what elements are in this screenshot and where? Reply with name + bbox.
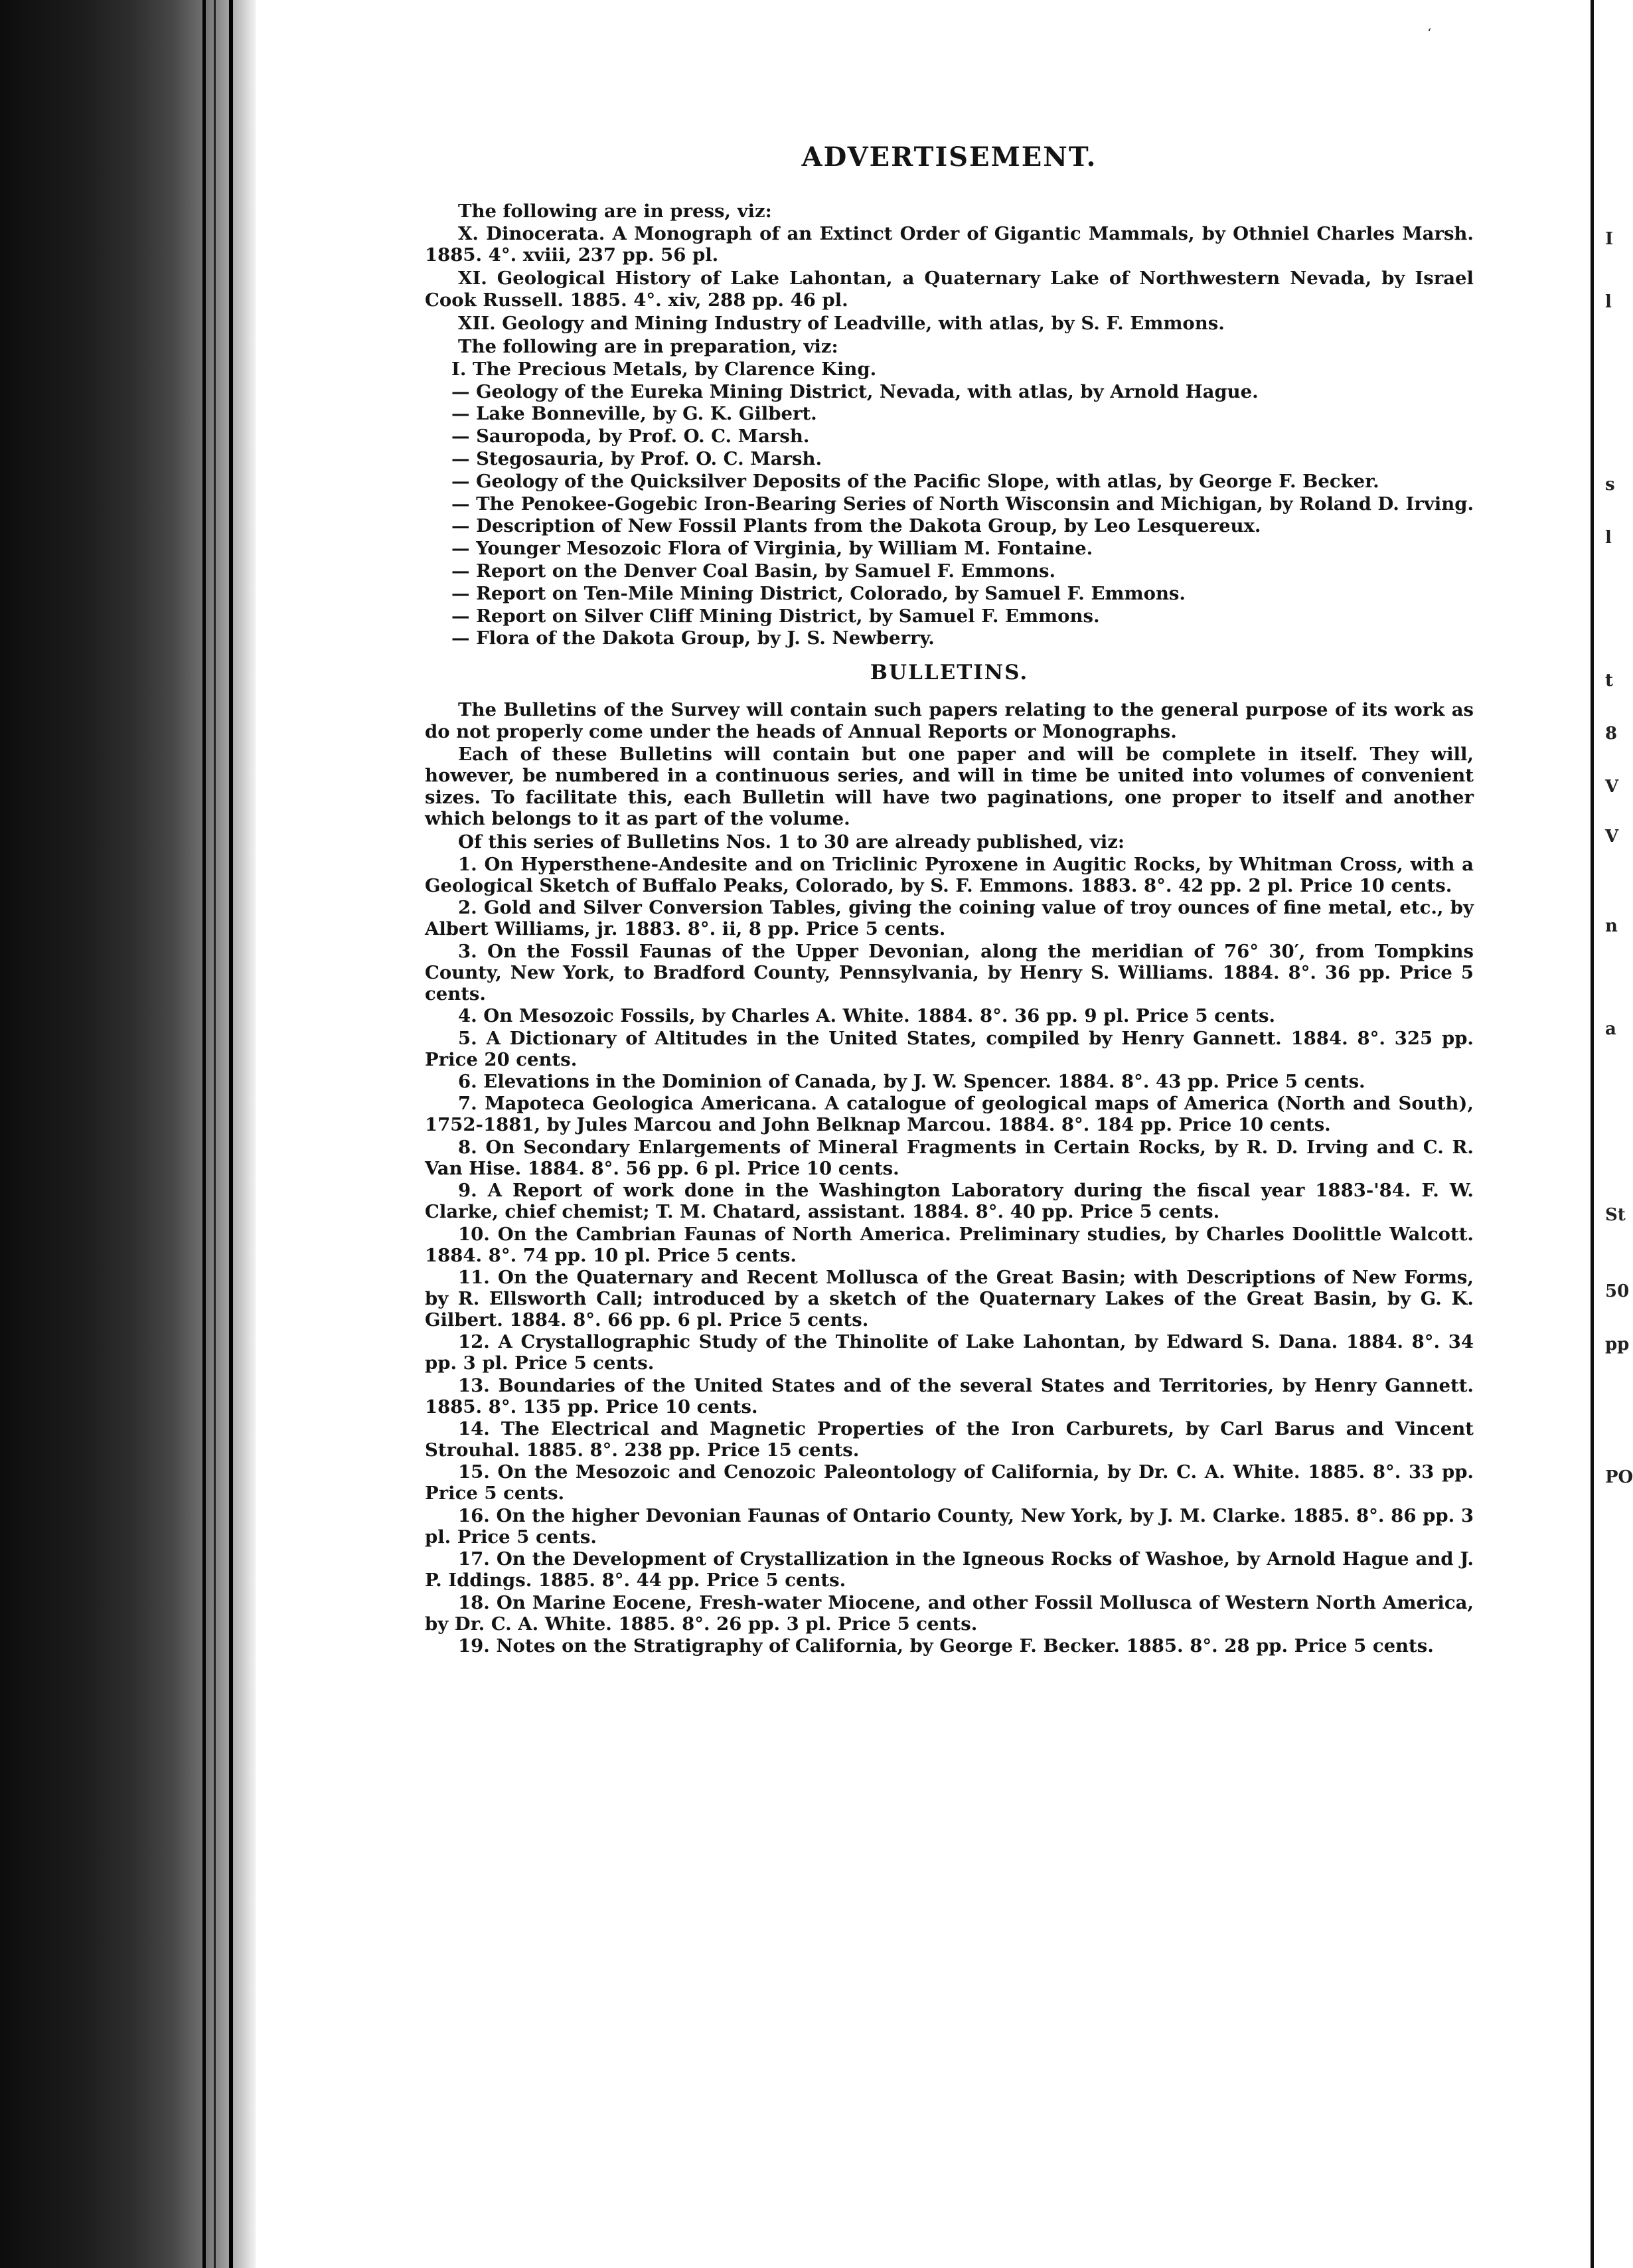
- scan-speck: ʻ: [1427, 25, 1432, 41]
- in-press-lead: The following are in press, viz:: [458, 201, 772, 222]
- page-title: ADVERTISEMENT.: [801, 141, 1097, 173]
- bulletin-entry: 15. On the Mesozoic and Cenozoic Paleontology of California, by Dr. C. A. White. 1885. 8°. 33 pp. Price 5 cents.: [425, 1461, 1474, 1504]
- preparation-entry: — The Penokee-Gogebic Iron-Bearing Series of North Wisconsin and Michigan, by Roland D. Irving.: [451, 493, 1474, 515]
- preparation-entry: — Younger Mesozoic Flora of Virginia, by William M. Fontaine.: [451, 538, 1093, 560]
- facing-page-fragment: PO: [1605, 1467, 1633, 1487]
- preparation-entry: — Lake Bonneville, by G. K. Gilbert.: [451, 403, 817, 425]
- gutter-shadow-line: [214, 0, 216, 2268]
- bulletin-entry: 2. Gold and Silver Conversion Tables, giving the coining value of troy ounces of fine metal, etc., by Albert Williams, jr. 1883. 8°. ii, 8 pp. Price 5 cents.: [425, 897, 1474, 940]
- bulletins-list: [425, 854, 1474, 1657]
- bulletin-entry: 17. On the Development of Crystallization in the Igneous Rocks of Washoe, by Arnold Hague and J. P. Iddings. 1885. 8°. 44 pp. Price 5 cents.: [425, 1548, 1474, 1591]
- preparation-entry: — Description of New Fossil Plants from the Dakota Group, by Leo Lesquereux.: [451, 515, 1261, 537]
- bulletins-paragraph: Of this series of Bulletins Nos. 1 to 30 are already published, viz:: [458, 831, 1125, 852]
- preparation-entry: — Flora of the Dakota Group, by J. S. Newberry.: [451, 627, 935, 649]
- facing-page-fragment: n: [1605, 916, 1618, 936]
- book-gutter: [0, 0, 256, 2268]
- facing-page-fragment: pp: [1605, 1335, 1630, 1354]
- bulletin-entry: 5. A Dictionary of Altitudes in the United States, compiled by Henry Gannett. 1884. 8°. 325 pp. Price 20 cents.: [425, 1027, 1474, 1070]
- facing-page-fragment: l: [1605, 292, 1612, 312]
- preparation-entry: — Stegosauria, by Prof. O. C. Marsh.: [451, 448, 822, 469]
- bulletin-entry: 13. Boundaries of the United States and of the several States and Territories, by Henry Gannett. 1885. 8°. 135 pp. Price 10 cents.: [425, 1374, 1474, 1418]
- facing-page-fragment: l: [1605, 528, 1612, 548]
- bulletin-entry: 9. A Report of work done in the Washington Laboratory during the fiscal year 1883-'84. F. W. Clarke, chief chemist; T. M. Chatard, assistant. 1884. 8°. 40 pp. Price 5 cents.: [425, 1180, 1474, 1223]
- facing-page-strip: [1577, 0, 1633, 2268]
- bulletin-entry: 4. On Mesozoic Fossils, by Charles A. White. 1884. 8°. 36 pp. 9 pl. Price 5 cents.: [458, 1005, 1276, 1027]
- bulletin-entry: 11. On the Quaternary and Recent Mollusca of the Great Basin; with Descriptions of New Forms, by R. Ellsworth Call; introduced by a sketch of the Quaternary Lakes of the Great Basin, by G. K. Gilbert. 1884. 8°. 66 pp. 6 pl. Price 5 cents.: [425, 1266, 1474, 1331]
- bulletin-entry: 10. On the Cambrian Faunas of North America. Preliminary studies, by Charles Doolittle Walcott. 1884. 8°. 74 pp. 10 pl. Price 5 cents.: [425, 1223, 1474, 1266]
- facing-page-fragment: 50: [1605, 1281, 1630, 1301]
- facing-page-edge: [1591, 0, 1594, 2268]
- preparation-entry: — Sauropoda, by Prof. O. C. Marsh.: [451, 426, 810, 447]
- preparation-entry: — Report on the Denver Coal Basin, by Samuel F. Emmons.: [451, 560, 1056, 582]
- bulletin-entry: 12. A Crystallographic Study of the Thinolite of Lake Lahontan, by Edward S. Dana. 1884. 8°. 34 pp. 3 pl. Price 5 cents.: [425, 1331, 1474, 1374]
- bulletin-entry: 6. Elevations in the Dominion of Canada, by J. W. Spencer. 1884. 8°. 43 pp. Price 5 cents.: [458, 1070, 1365, 1092]
- in-preparation-lead: The following are in preparation, viz:: [458, 335, 838, 357]
- bulletin-entry: 14. The Electrical and Magnetic Properties of the Iron Carburets, by Carl Barus and Vincent Strouhal. 1885. 8°. 238 pp. Price 15 cents.: [425, 1418, 1474, 1461]
- bulletin-entry: 16. On the higher Devonian Faunas of Ontario County, New York, by J. M. Clarke. 1885. 8°. 86 pp. 3 pl. Price 5 cents.: [425, 1504, 1474, 1548]
- facing-page-fragment: V: [1605, 777, 1619, 797]
- bulletin-entry: 18. On Marine Eocene, Fresh-water Miocene, and other Fossil Mollusca of Western North America, by Dr. C. A. White. 1885. 8°. 26 pp. 3 pl. Price 5 cents.: [425, 1591, 1474, 1635]
- facing-page-fragment: s: [1605, 475, 1615, 495]
- monograph-entry: X. Dinocerata. A Monograph of an Extinct Order of Gigantic Mammals, by Othniel Charles Marsh. 1885. 4°. xviii, 237 pp. 56 pl.: [425, 223, 1474, 266]
- facing-page-fragment: t: [1605, 671, 1614, 690]
- bulletin-entry: 1. On Hypersthene-Andesite and on Triclinic Pyroxene in Augitic Rocks, by Whitman Cross, with a Geological Sketch of Buffalo Peaks, Colorado, by S. F. Emmons. 1883. 8°. 42 pp. 2 pl. Price 10 cents.: [425, 854, 1474, 897]
- page-content: [425, 129, 1474, 1657]
- bulletins-paragraph: The Bulletins of the Survey will contain such papers relating to the general purpose of its work as do not properly come under the heads of Annual Reports or Monographs.: [425, 699, 1474, 742]
- facing-page-fragment: 8: [1605, 724, 1618, 744]
- bulletins-intro: [425, 699, 1474, 852]
- bulletin-entry: 19. Notes on the Stratigraphy of California, by George F. Becker. 1885. 8°. 28 pp. Price 5 cents.: [458, 1635, 1434, 1657]
- bulletin-entry: 3. On the Fossil Faunas of the Upper Devonian, along the meridian of 76° 30′, from Tompkins County, New York, to Bradford County, Pennsylvania, by Henry S. Williams. 1884. 8°. 36 pp. Price 5 cents.: [425, 940, 1474, 1005]
- preparation-entry: — Report on Silver Cliff Mining District, by Samuel F. Emmons.: [451, 605, 1100, 627]
- gutter-shadow-line: [202, 0, 206, 2268]
- preparation-entry: I. The Precious Metals, by Clarence King.: [451, 358, 877, 380]
- monograph-entry: XI. Geological History of Lake Lahontan, a Quaternary Lake of Northwestern Nevada, by Israel Cook Russell. 1885. 4°. xiv, 288 pp. 46 pl.: [425, 268, 1474, 311]
- facing-page-fragment: V: [1605, 827, 1619, 847]
- in-press-section: [425, 201, 1474, 334]
- facing-page-fragment: I: [1605, 229, 1614, 249]
- bulletin-entry: 8. On Secondary Enlargements of Mineral Fragments in Certain Rocks, by R. D. Irving and C. R. Van Hise. 1884. 8°. 56 pp. 6 pl. Price 10 cents.: [425, 1136, 1474, 1179]
- preparation-entry: — Geology of the Eureka Mining District, Nevada, with atlas, by Arnold Hague.: [451, 380, 1259, 402]
- bulletin-entry: 7. Mapoteca Geologica Americana. A catalogue of geological maps of America (North and South), 1752-1881, by Jules Marcou and John Belknap Marcou. 1884. 8°. 184 pp. Price 10 cents.: [425, 1093, 1474, 1136]
- preparation-entry: — Report on Ten-Mile Mining District, Colorado, by Samuel F. Emmons.: [451, 582, 1186, 604]
- monograph-entry: XII. Geology and Mining Industry of Leadville, with atlas, by S. F. Emmons.: [458, 312, 1225, 334]
- gutter-shadow-line: [229, 0, 233, 2268]
- facing-page-fragment: a: [1605, 1019, 1616, 1039]
- bulletins-heading: BULLETINS.: [870, 661, 1029, 685]
- facing-page-fragment: St: [1605, 1205, 1626, 1225]
- preparation-entry: — Geology of the Quicksilver Deposits of the Pacific Slope, with atlas, by George F. Becker.: [451, 470, 1379, 492]
- bulletins-paragraph: Each of these Bulletins will contain but one paper and will be complete in itself. They will, however, be numbered in a continuous series, and will in time be united into volumes of convenient sizes. To facilitate this, each Bulletin will have two paginations, one proper to itself and another which belongs to it as part of the volume.: [425, 743, 1474, 830]
- in-preparation-section: [425, 336, 1474, 650]
